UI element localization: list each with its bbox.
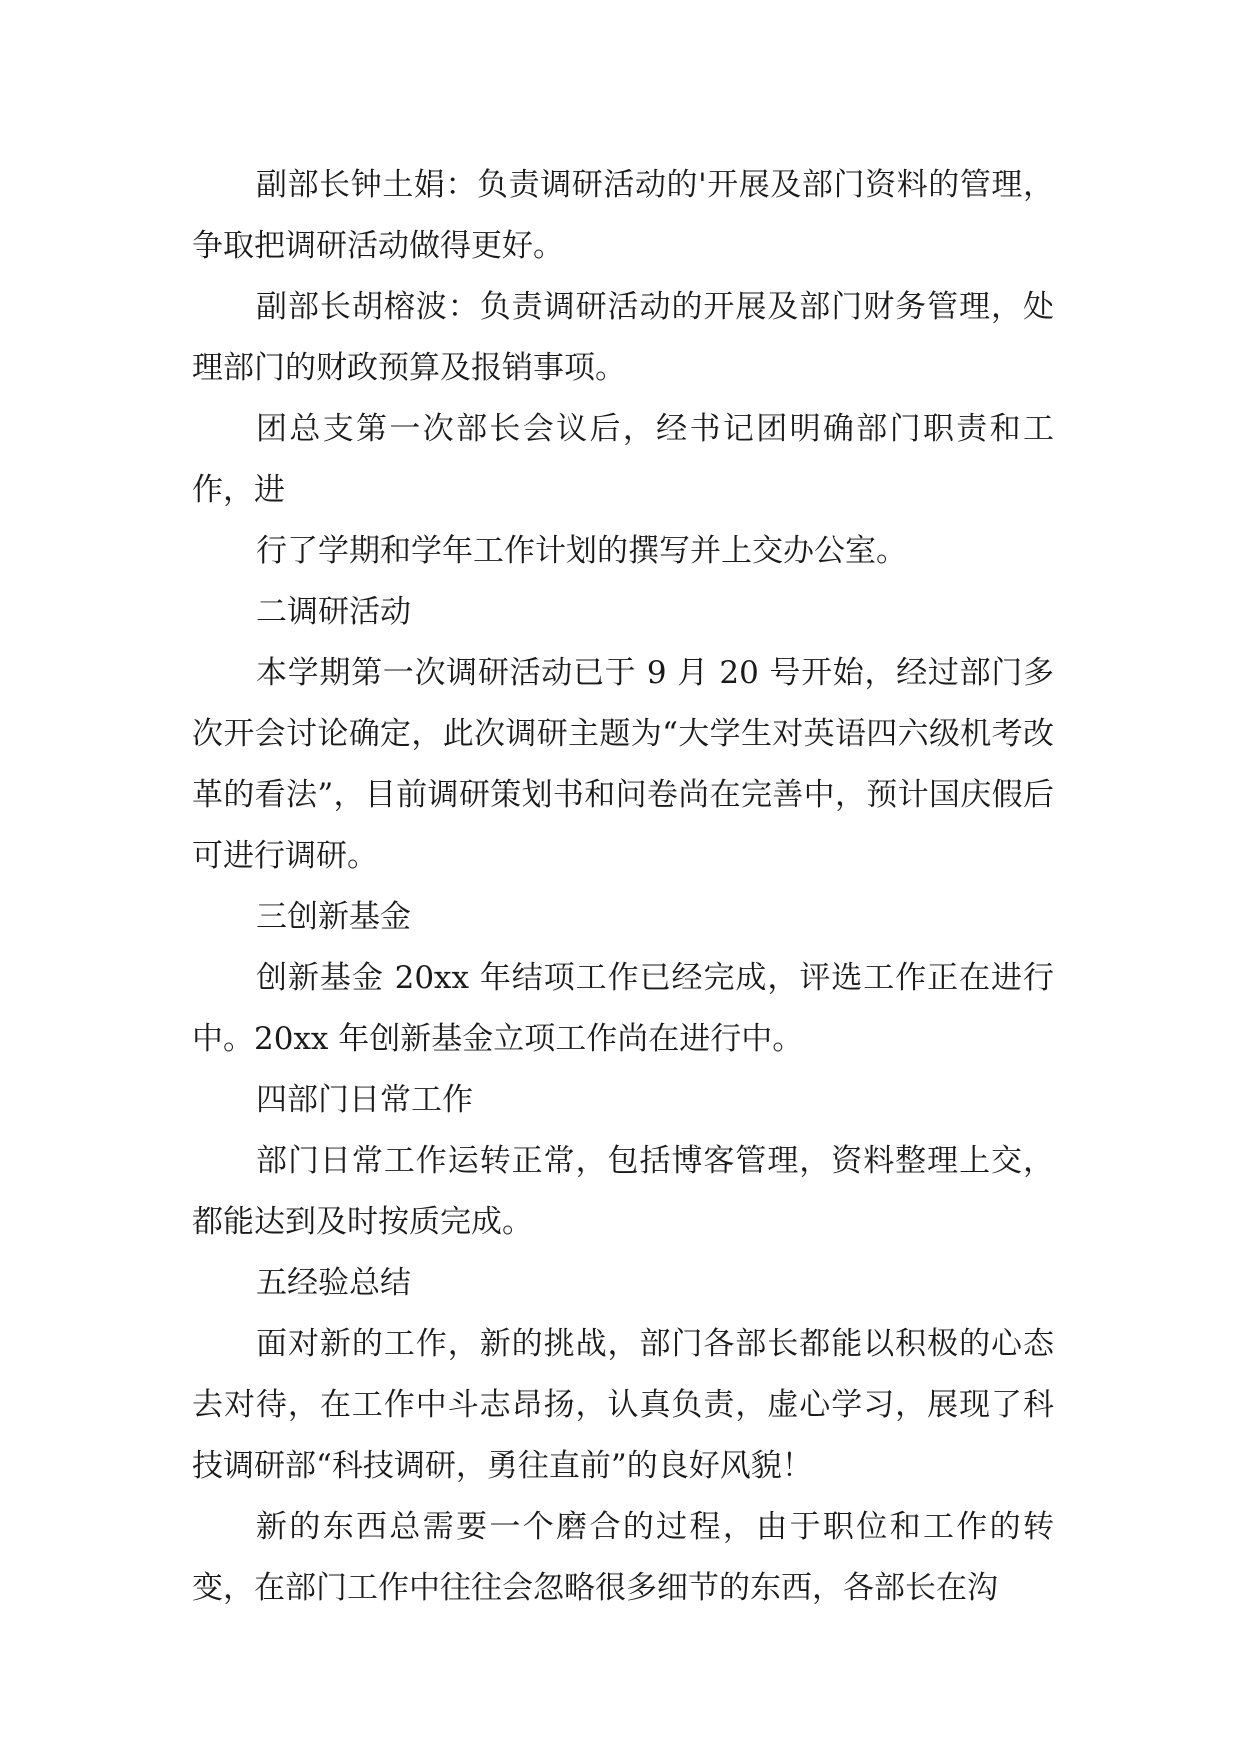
document-body [192, 155, 1054, 1619]
section-heading-innovation-fund: 三创新基金 [256, 899, 411, 935]
paragraph-innovation-fund: 创新基金 20xx 年结项工作已经完成，评选工作正在进行中。20xx 年创新基金立项工作尚在进行中。 [192, 960, 1054, 1057]
paragraph-first-meeting: 团总支第一次部长会议后，经书记团明确部门职责和工作，进 [192, 411, 1054, 508]
section-heading-summary: 五经验总结 [256, 1265, 411, 1301]
section-heading-research: 二调研活动 [256, 594, 411, 630]
paragraph-adjustment: 新的东西总需要一个磨合的过程，由于职位和工作的转变，在部门工作中往往会忽略很多细节的东西，各部长在沟 [192, 1509, 1054, 1606]
paragraph-research-activity: 本学期第一次调研活动已于 9 月 20 号开始，经过部门多次开会讨论确定，此次调研主题为“大学生对英语四六级机考改革的看法”，目前调研策划书和问卷尚在完善中，预计国庆假后可进行调研。 [192, 655, 1054, 874]
paragraph-work-plan: 行了学期和学年工作计划的撰写并上交办公室。 [256, 533, 907, 569]
paragraph-summary: 面对新的工作，新的挑战，部门各部长都能以积极的心态去对待，在工作中斗志昂扬，认真负责，虚心学习，展现了科技调研部“科技调研，勇往直前”的良好风貌！ [192, 1326, 1054, 1484]
paragraph-vice-minister-zhong: 副部长钟土娟：负责调研活动的'开展及部门资料的管理，争取把调研活动做得更好。 [192, 167, 1054, 264]
paragraph-vice-minister-hu: 副部长胡榕波：负责调研活动的开展及部门财务管理，处理部门的财政预算及报销事项。 [192, 289, 1054, 386]
paragraph-daily-work: 部门日常工作运转正常，包括博客管理，资料整理上交，都能达到及时按质完成。 [192, 1143, 1054, 1240]
section-heading-daily-work: 四部门日常工作 [256, 1082, 473, 1118]
